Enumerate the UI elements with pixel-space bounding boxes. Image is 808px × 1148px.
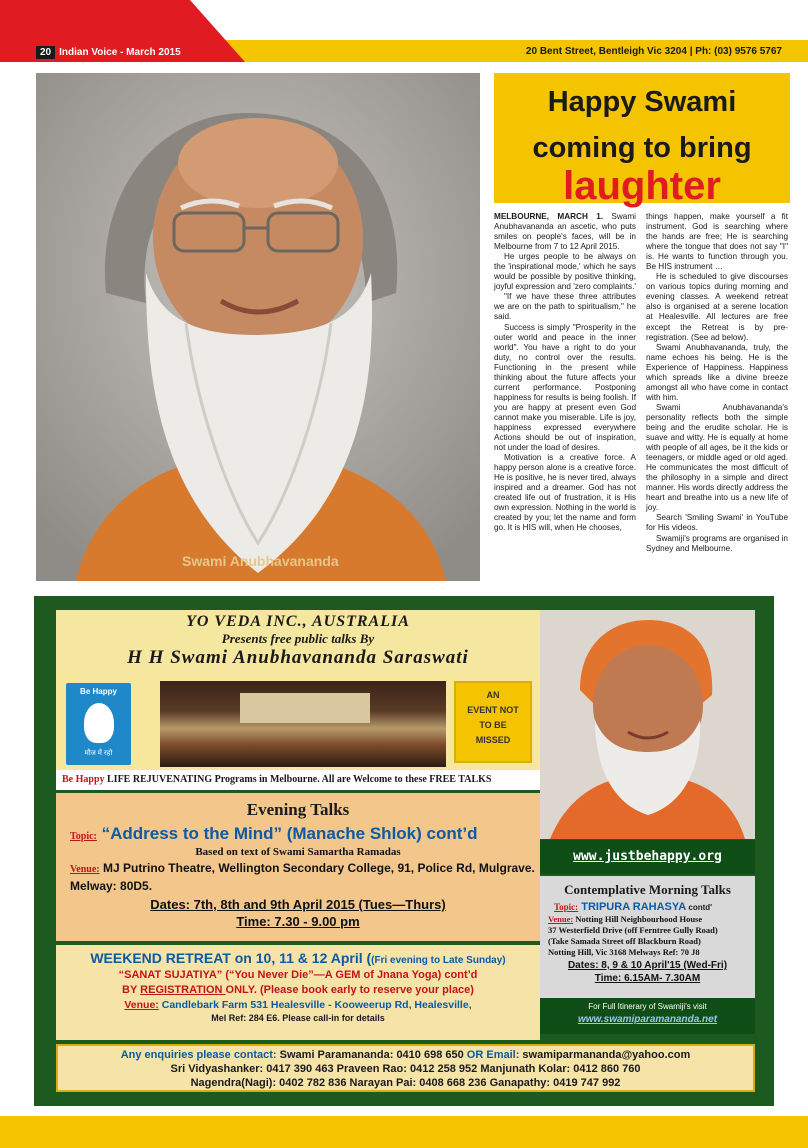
morning-heading: Contemplative Morning Talks xyxy=(564,882,731,897)
article-paragraph: Swami Anubhavananda, truly, the name echoes his being. He is the Experience of Happiness. Happiness which spreads like a divine breeze amongst all who have come in contact with him. xyxy=(646,342,788,402)
morning-venue: Venue: Notting Hill Neighbourhood House xyxy=(548,914,703,924)
retreat-melref: Mel Ref: 284 E6. Please call-in for details xyxy=(211,1013,385,1023)
itinerary-link[interactable]: www.swamiparamananda.net xyxy=(577,1014,718,1025)
article-paragraph: Swami Anubhavananda's personality reflects both the simple being and the erudite scholar. He is suave and witty. He is equally at home with people of all ages, be it the kids or teenagers, or middle aged or old aged. He communicates the most difficult of the philosophy in a simple and direct manner. His words directly address the heart and breathe into us a new life of joy. xyxy=(646,402,788,513)
enquiries-line-2: Sri Vidyashanker: 0417 390 463 Praveen Rao: 0412 258 952 Manjunath Kolar: 0412 860 760 xyxy=(170,1063,641,1075)
evening-topic: Topic: “Address to the Mind” (Manache Shlok) cont’d xyxy=(70,824,478,843)
evening-heading: Evening Talks xyxy=(246,800,350,819)
page-header xyxy=(0,0,808,62)
enquiries-line-3: Nagendra(Nagi): 0402 782 836 Narayan Pai: 0408 668 236 Ganapathy: 0419 747 992 xyxy=(190,1077,621,1089)
headline-line3: laughter xyxy=(563,164,721,208)
ad-title-block xyxy=(56,610,540,675)
swami-portrait-photo xyxy=(36,73,480,581)
retreat-registration: BY REGISTRATION ONLY. (Please book early to reserve your place) xyxy=(122,984,474,996)
publication-name: Indian Voice - March 2015 xyxy=(59,47,181,58)
ghost-figure-icon xyxy=(84,703,114,743)
itinerary-box xyxy=(540,998,755,1034)
photo-caption: Swami Anubhavananda xyxy=(182,553,339,569)
morning-dates: Dates: 8, 9 & 10 April'15 (Wed-Fri) xyxy=(567,960,728,971)
page-footer-band xyxy=(0,1116,808,1148)
headline-line1: Happy Swami xyxy=(547,86,737,118)
morning-talks xyxy=(540,876,755,998)
headline-box xyxy=(494,73,790,208)
email-link[interactable]: swamiparmananda@yahoo.com xyxy=(522,1049,691,1061)
article-column-2 xyxy=(646,212,788,554)
enquiries-box xyxy=(56,1044,755,1092)
evening-talks xyxy=(56,793,540,941)
image-strip xyxy=(56,675,540,770)
evening-time: Time: 7.30 - 9.00 pm xyxy=(236,914,360,929)
evening-based-on: Based on text of Swami Samartha Ramadas xyxy=(195,846,401,858)
headline-line2: coming to bring xyxy=(532,132,752,164)
orange-portrait-illustration xyxy=(540,610,755,839)
event-advertisement xyxy=(34,596,774,1106)
article-paragraph: Motivation is a creative force. A happy person alone is a creative force. He is positive, he is never tired, always inspired and a dreamer. God has not created life out of frustration, it is His own expression. Nothing in the world is created by you; let the name and form go. It is HIS will, when He chooses, xyxy=(494,453,636,533)
article-paragraph: things happen, make yourself a fit instrument. God is searching where the hands are free; He is searching where the tongue that does not say "I" is. He wants to function through you. Be HIS instrument … xyxy=(646,212,788,272)
header-left xyxy=(36,46,181,59)
article-paragraph: He is scheduled to give discourses on various topics during morning and evening classes. A weekend retreat also is organised at a serene location at Healesville. All lectures are free except the Retreat is by pre-registration. (See ad below). xyxy=(646,272,788,342)
retreat-title: WEEKEND RETREAT on 10, 11 & 12 April ((Fri evening to Late Sunday) xyxy=(90,950,506,966)
speaker-name: H H Swami Anubhavananda Saraswati xyxy=(127,647,469,668)
retreat-venue: Venue: Candlebark Farm 531 Healesville - Kooweerup Rd, Healesville, xyxy=(124,999,472,1011)
event-badge: AN EVENT NOT TO BE MISSED xyxy=(454,681,532,763)
evening-dates: Dates: 7th, 8th and 9th April 2015 (Tues—Thurs) xyxy=(150,897,446,912)
weekend-retreat xyxy=(56,945,540,1040)
portrait-illustration xyxy=(36,73,480,581)
publisher-address: 20 Bent Street, Bentleigh Vic 3204 | Ph: (03) 9576 5767 xyxy=(525,46,782,57)
evening-venue: Venue: MJ Putrino Theatre, Wellington Secondary College, 91, Police Rd, Mulgrave. Melway: 80D5. xyxy=(70,861,535,893)
article-column-1 xyxy=(494,212,636,534)
morning-address-2: (Take Samada Street off Blackburn Road) xyxy=(548,936,701,946)
retreat-subject: “SANAT SUJATIYA” (“You Never Die”—A GEM of Jnana Yoga) cont’d xyxy=(118,969,478,981)
website-link[interactable]: www.justbehappy.org xyxy=(540,840,755,874)
be-happy-logo: Be Happy मौज में रहो xyxy=(66,683,131,765)
morning-time: Time: 6.15AM- 7.30AM xyxy=(594,973,701,984)
article-paragraph: MELBOURNE, MARCH 1. Swami Anubhavananda an ascetic, who puts smiles on people's faces, will be in Melbourne from 7 to 12 April 2015. xyxy=(494,212,636,252)
article-paragraph: He urges people to be always on the 'inspirational mode,' which he says would be possible by positive thinking, joyful expression and 'zero complaints.' xyxy=(494,252,636,292)
article-paragraph: Swamiji's programs are organised in Sydney and Melbourne. xyxy=(646,533,788,553)
article-paragraph: Search 'Smiling Swami' in YouTube for His videos. xyxy=(646,513,788,533)
tagline: Be Happy LIFE REJUVENATING Programs in Melbourne. All are Welcome to these FREE TALKS xyxy=(56,770,540,790)
article-paragraph: "If we have these three attributes we are on the path to spiritualism," he said. xyxy=(494,292,636,322)
morning-address-3: Notting Hill, Vic 3168 Melways Ref: 70 J8 xyxy=(548,947,700,957)
itinerary-text: For Full Itinerary of Swamiji's visit xyxy=(588,1002,707,1011)
enquiries-line-1: Any enquiries please contact: Swami Paramananda: 0410 698 650 OR Email: swamiparmananda@yahoo.com xyxy=(120,1049,691,1061)
dateline: MELBOURNE, MARCH 1. xyxy=(494,212,604,221)
morning-address-1: 37 Westerfield Drive (off Ferntree Gully Road) xyxy=(548,925,718,935)
org-name: YO VEDA INC., AUSTRALIA xyxy=(186,613,410,630)
swami-orange-photo xyxy=(540,610,755,839)
morning-topic: Topic: TRIPURA RAHASYA contd' xyxy=(554,901,713,913)
article-paragraph: Success is simply "Prosperity in the outer world and peace in the inner world". You have a right to do your duty, no control over the results. Functioning in the present while thinking about the future affects your current performance. Postponing happiness for results is being foolish. If you are happy at present even God cannot make you miserable. Life is joy, happiness expressed everywhere Actions should be out of inspiration, not under the load of desires. xyxy=(494,322,636,453)
page-number: 20 xyxy=(36,46,55,59)
presents-line: Presents free public talks By xyxy=(221,631,375,646)
lecture-hall-photo xyxy=(160,681,446,767)
article-body xyxy=(494,212,786,584)
